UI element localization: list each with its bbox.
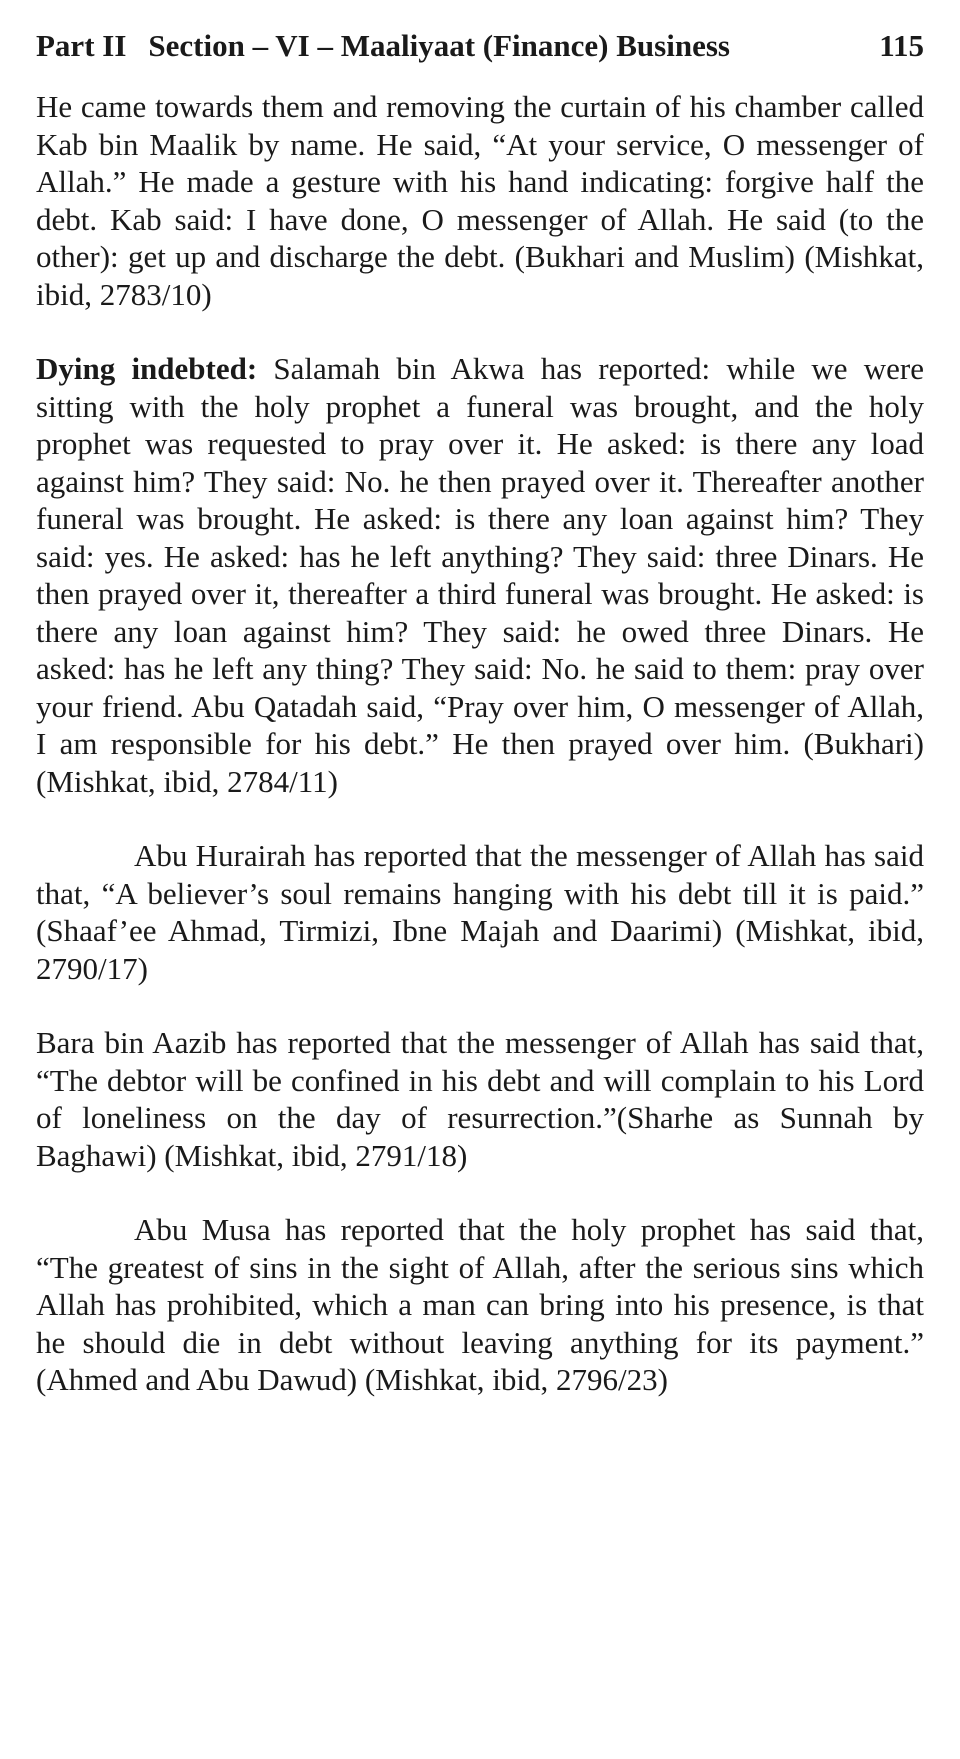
header-part: Part II [36,28,127,63]
paragraph-lead-heading: Dying indebted: [36,351,258,386]
running-header [36,28,924,64]
header-title [36,28,730,64]
paragraph-text: Abu Musa has reported that the holy prophet has said that, “The greatest of sins in the sight of Allah, after the serious sins which Allah has prohibited, which a man can bring into his presence, is that he should die in debt without leaving anything for its payment.” (Ahmed and Abu Dawud) (Mishkat, ibid, 2796/23) [36,1212,924,1397]
paragraph-abu-hurairah [36,837,924,987]
paragraph-text: Bara bin Aazib has reported that the messenger of Allah has said that, “The debtor will be confined in his debt and will complain to his Lord of loneliness on the day of resurrection.”(Sharhe as Sunnah by Baghawi) (Mishkat, ibid, 2791/18) [36,1025,924,1173]
document-page [36,28,924,1436]
paragraph-dying-indebted [36,350,924,800]
paragraph-bara-bin-aazib [36,1024,924,1174]
page-number: 115 [879,28,924,63]
paragraph-text: Abu Hurairah has reported that the messenger of Allah has said that, “A believer’s soul remains hanging with his debt till it is paid.” (Shaaf’ee Ahmad, Tirmizi, Ibne Majah and Daarimi) (Mishkat, ibid, 2790/17) [36,838,924,986]
paragraph-text: He came towards them and removing the curtain of his chamber called Kab bin Maalik by name. He said, “At your service, O messenger of Allah.” He made a gesture with his hand indicating: forgive half the debt. Kab said: I have done, O messenger of Allah. He said (to the other): get up and discharge the debt. (Bukhari and Muslim) (Mishkat, ibid, 2783/10) [36,89,924,312]
header-section: Section – VI – Maaliyaat (Finance) Business [148,28,730,63]
paragraph-kab-bin-maalik [36,88,924,313]
paragraph-abu-musa [36,1211,924,1399]
paragraph-text: Salamah bin Akwa has reported: while we were sitting with the holy prophet a funeral was brought, and the holy prophet was requested to pray over it. He asked: is there any load against him? They said: No. he then prayed over it. Thereafter another funeral was brought. He asked: is there any loan against him? They said: yes. He asked: has he left anything? They said: three Dinars. He then prayed over it, thereafter a third funeral was brought. He asked: is there any loan against him? They said: he owed three Dinars. He asked: has he left any thing? They said: No. he said to them: pray over your friend. Abu Qatadah said, “Pray over him, O messenger of Allah, I am responsible for his debt.” He then prayed over him. (Bukhari) (Mishkat, ibid, 2784/11) [36,351,924,799]
